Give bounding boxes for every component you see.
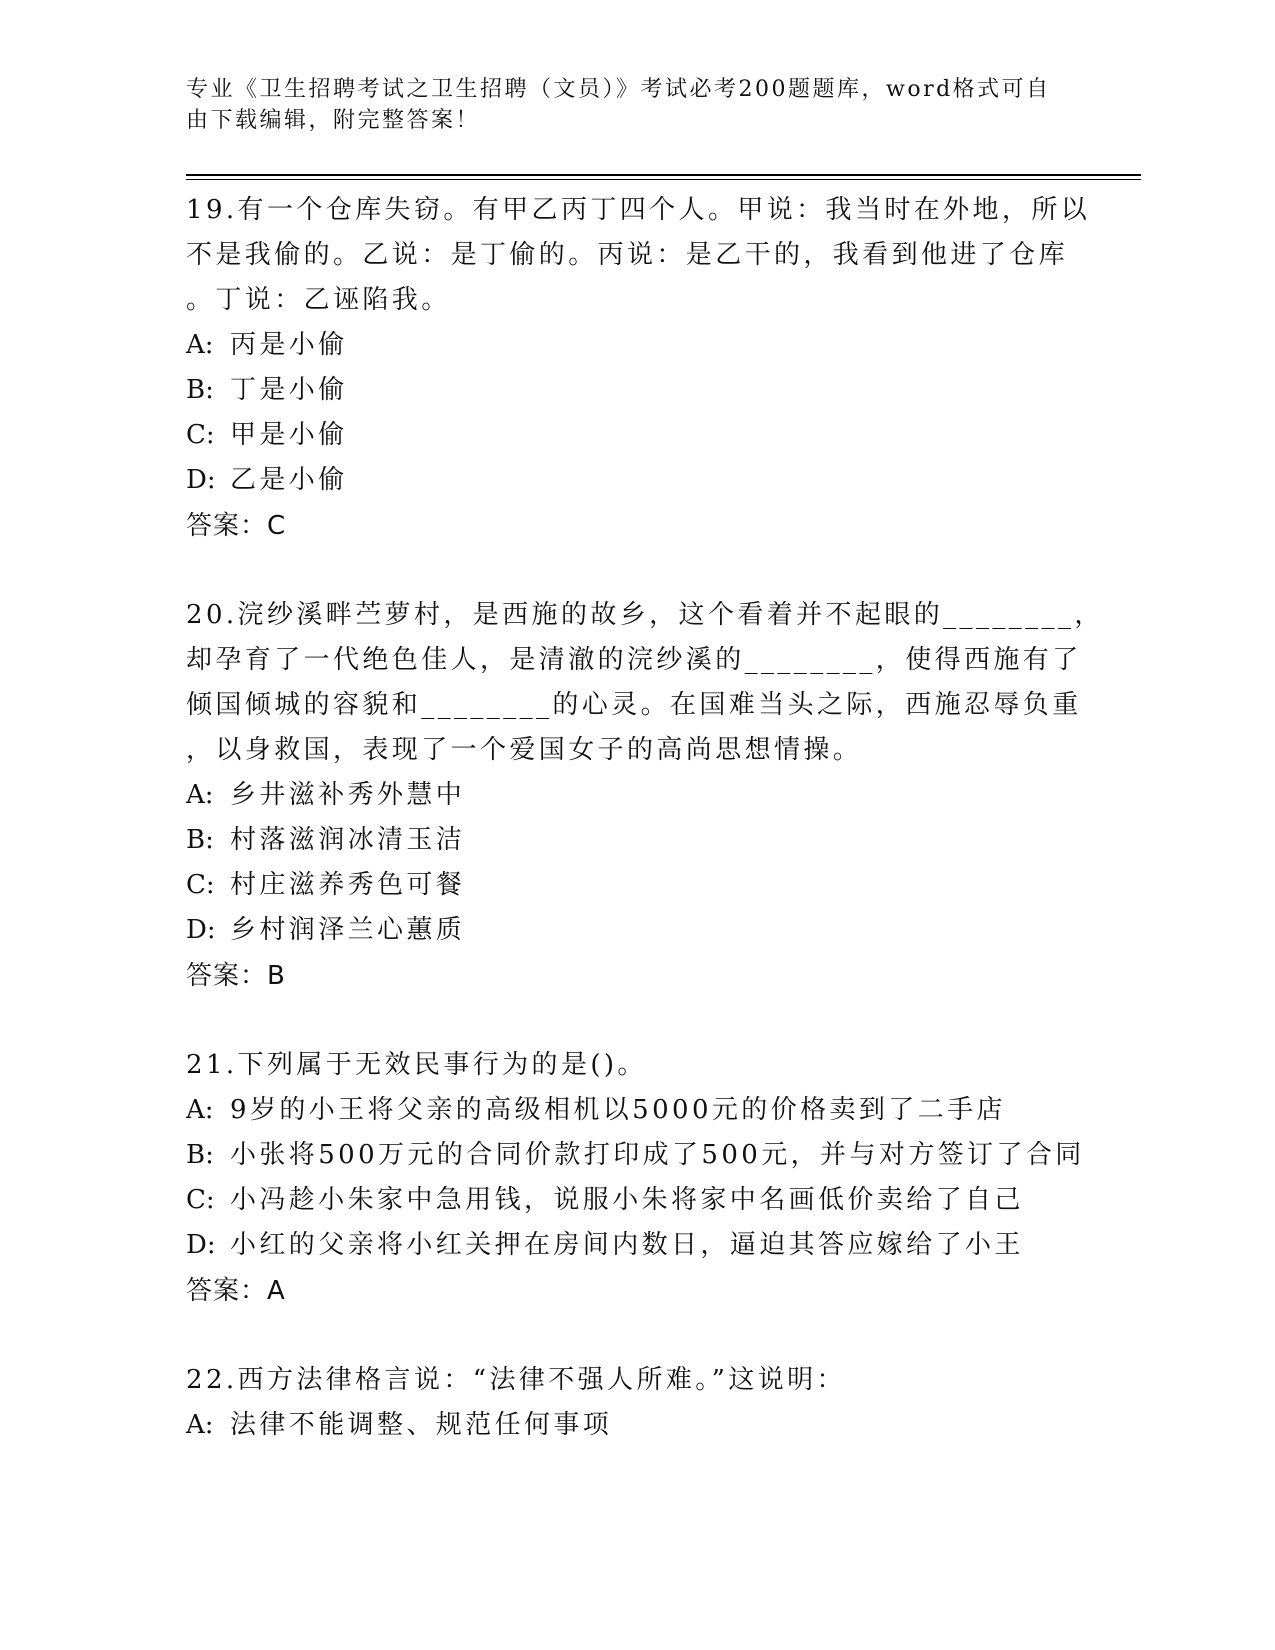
option-label: A: [186, 330, 214, 360]
header-rule-thick [186, 174, 1141, 176]
option-text: 村落滋润冰清玉洁 [230, 825, 466, 855]
option-label: B: [186, 825, 214, 855]
option-d [186, 458, 1146, 503]
option-label: D: [186, 465, 216, 495]
option-label: A: [186, 1410, 214, 1440]
option-text: 甲是小偷 [230, 420, 348, 450]
option-label: B: [186, 375, 214, 405]
option-label: A: [186, 1095, 214, 1125]
option-label: D: [186, 915, 216, 945]
option-text: 乙是小偷 [230, 465, 348, 495]
header-line-2: 由下载编辑，附完整答案！ [186, 108, 481, 133]
option-text: 丁是小偷 [230, 375, 348, 405]
header-line-1: 专业《卫生招聘考试之卫生招聘（文员）》考试必考200题题库，word格式可自 [186, 77, 1051, 102]
option-a [186, 1403, 1146, 1448]
option-c [186, 863, 1146, 908]
question-20 [186, 593, 1146, 999]
question-21 [186, 1043, 1146, 1314]
option-b [186, 818, 1146, 863]
answer: 答案：C [186, 511, 287, 541]
option-label: A: [186, 780, 214, 810]
option-text: 村庄滋养秀色可餐 [230, 870, 466, 900]
option-c [186, 413, 1146, 458]
question-22 [186, 1358, 1146, 1448]
option-label: D: [186, 1230, 216, 1260]
question-text-line: 。丁说：乙诬陷我。 [186, 285, 451, 315]
question-text-line: 倾国倾城的容貌和________的心灵。在国难当头之际，西施忍辱负重 [186, 690, 1082, 720]
option-text: 小张将500万元的合同价款打印成了500元，并与对方签订了合同 [230, 1140, 1085, 1170]
option-text: 法律不能调整、规范任何事项 [230, 1410, 613, 1440]
question-text-line: 不是我偷的。乙说：是丁偷的。丙说：是乙干的，我看到他进了仓库 [186, 240, 1069, 270]
question-text-line: 21.下列属于无效民事行为的是()。 [186, 1050, 647, 1080]
option-text: 乡井滋补秀外慧中 [230, 780, 466, 810]
answer: 答案：B [186, 961, 286, 991]
option-a [186, 773, 1146, 818]
option-label: B: [186, 1140, 214, 1170]
question-text-line: 却孕育了一代绝色佳人，是清澈的浣纱溪的________，使得西施有了 [186, 645, 1082, 675]
option-d [186, 908, 1146, 953]
header-rule-thin [186, 179, 1141, 180]
option-b [186, 368, 1146, 413]
question-text-line: ，以身救国，表现了一个爱国女子的高尚思想情操。 [186, 735, 863, 765]
option-label: C: [186, 420, 215, 450]
document-header [186, 74, 1066, 136]
option-label: C: [186, 870, 215, 900]
option-text: 乡村润泽兰心蕙质 [230, 915, 466, 945]
option-a [186, 1088, 1146, 1133]
question-text-line: 22.西方法律格言说：“法律不强人所难。”这说明： [186, 1365, 846, 1395]
option-text: 小冯趁小朱家中急用钱，说服小朱将家中名画低价卖给了自己 [230, 1185, 1024, 1215]
question-19 [186, 188, 1146, 549]
option-text: 丙是小偷 [230, 330, 348, 360]
answer: 答案：A [186, 1276, 286, 1306]
option-c [186, 1178, 1146, 1223]
option-a [186, 323, 1146, 368]
option-label: C: [186, 1185, 215, 1215]
question-text-line: 20.浣纱溪畔苎萝村，是西施的故乡，这个看着并不起眼的________， [186, 600, 1104, 630]
question-text-line: 19.有一个仓库失窃。有甲乙丙丁四个人。甲说：我当时在外地，所以 [186, 195, 1091, 225]
option-b [186, 1133, 1146, 1178]
option-text: 小红的父亲将小红关押在房间内数日，逼迫其答应嫁给了小王 [230, 1230, 1024, 1260]
question-list [186, 188, 1146, 1492]
option-text: 9岁的小王将父亲的高级相机以5000元的价格卖到了二手店 [230, 1095, 1006, 1125]
option-d [186, 1223, 1146, 1268]
